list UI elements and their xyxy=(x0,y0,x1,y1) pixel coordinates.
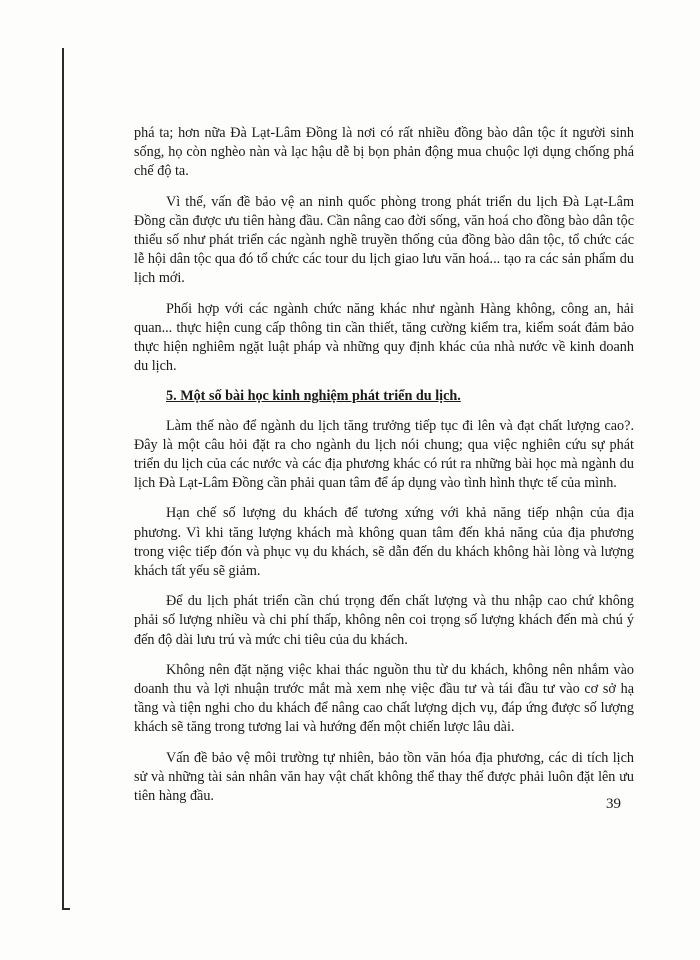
paragraph-continuation: phá ta; hơn nữa Đà Lạt-Lâm Đồng là nơi có rất nhiều đồng bào dân tộc ít người sinh sống, họ còn nghèo nàn và lạc hậu dễ bị bọn phản động mua chuộc lợi dụng chống phá chế độ ta. xyxy=(134,125,634,180)
paragraph: Phối hợp với các ngành chức năng khác như ngành Hàng không, công an, hải quan... thực hiện cung cấp thông tin cần thiết, tăng cường kiểm tra, kiểm soát đảm bảo thực hiện nghiêm ngặt luật pháp và những quy định khác của nhà nước về kinh doanh du lịch. xyxy=(134,300,634,375)
binding-margin-tick xyxy=(62,908,70,910)
paragraph: Không nên đặt nặng việc khai thác nguồn thu từ du khách, không nên nhắm vào doanh thu và lợi nhuận trước mắt mà xem nhẹ việc đầu tư và tái đầu tư vào cơ sở hạ tầng và tiện nghi cho du khách để nâng cao chất lượng dịch vụ, đáp ứng được số lượng khách sẽ tăng trong tương lai và hướng đến một chiến lược lâu dài. xyxy=(134,661,634,736)
binding-margin-line xyxy=(62,48,64,910)
page-number: 39 xyxy=(606,796,621,812)
paragraph: Hạn chế số lượng du khách để tương xứng với khả năng tiếp nhận của địa phương. Vì khi tăng lượng khách mà không quan tâm đến khả năng của địa phương trong việc tiếp đón và phục vụ du khách, sẽ dẫn đến du khách không hài lòng và lượng khách tất yếu sẽ giảm. xyxy=(134,505,634,580)
paragraph: Để du lịch phát triển cần chú trọng đến chất lượng và thu nhập cao chứ không phải số lượng nhiều và chi phí thấp, không nên coi trọng số lượng khách đến mà chú ý đến độ dài lưu trú và mức chi tiêu của du khách. xyxy=(134,593,634,648)
section-heading: 5. Một số bài học kinh nghiệm phát triển du lịch. xyxy=(166,388,461,405)
paragraph: Vấn đề bảo vệ môi trường tự nhiên, bảo tồn văn hóa địa phương, các di tích lịch sử và những tài sản nhân văn hay vật chất không thể thay thế được phải luôn đặt lên ưu tiên hàng đầu. xyxy=(134,749,634,805)
paragraph: Làm thế nào để ngành du lịch tăng trưởng tiếp tục đi lên và đạt chất lượng cao?. Đây là một câu hỏi đặt ra cho ngành du lịch nói chung; qua việc nghiên cứu sự phát triển du lịch của các nước và các địa phương khác có rút ra những bài học mà ngành du lịch Đà Lạt-Lâm Đồng cần phải quan tâm để áp dụng vào tình hình thực tế của mình. xyxy=(134,417,634,492)
body-text xyxy=(134,124,634,817)
paragraph: Vì thế, vấn đề bảo vệ an ninh quốc phòng trong phát triển du lịch Đà Lạt-Lâm Đồng cần được ưu tiên hàng đầu. Cần nâng cao đời sống, văn hoá cho đồng bào dân tộc thiểu số như phát triển các ngành nghề truyền thống của đồng bào dân tộc, tổ chức các lễ hội dân tộc qua đó tổ chức các tour du lịch giao lưu văn hoá... tạo ra các sản phẩm du lịch mới. xyxy=(134,193,634,287)
